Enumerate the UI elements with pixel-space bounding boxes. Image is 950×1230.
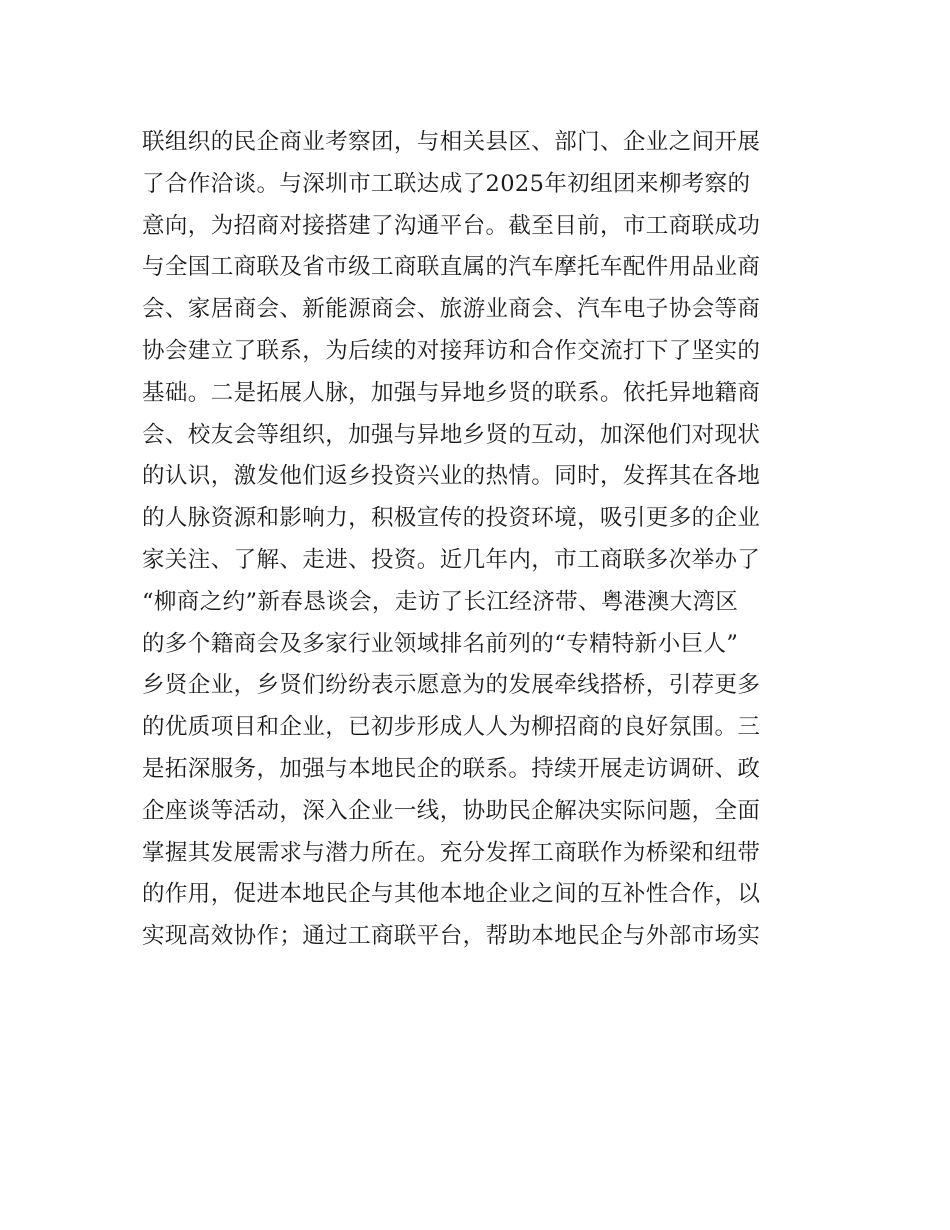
text-line: 的作用，促进本地民企与其他本地企业之间的互补性合作，以	[142, 881, 761, 908]
text-line: 了合作洽谈。与深圳市工联达成了2025年初组团来柳考察的	[142, 170, 751, 197]
text-line: 企座谈等活动，深入企业一线，协助民企解决实际问题，全面	[142, 797, 761, 824]
text-line: 掌握其发展需求与潜力所在。充分发挥工商联作为桥梁和纽带	[142, 839, 761, 866]
text-line: 会、家居商会、新能源商会、旅游业商会、汽车电子协会等商	[142, 296, 761, 323]
text-line: 意向，为招商对接搭建了沟通平台。截至目前，市工商联成功	[142, 212, 761, 239]
body-paragraph	[142, 122, 822, 958]
text-line: 基础。二是拓展人脉，加强与异地乡贤的联系。依托异地籍商	[142, 379, 761, 406]
text-line: 的优质项目和企业，已初步形成人人为柳招商的良好氛围。三	[142, 714, 761, 741]
text-line: “柳商之约”新春恳谈会，走访了长江经济带、粤港澳大湾区	[142, 588, 739, 615]
text-line: 会、校友会等组织，加强与异地乡贤的互动，加深他们对现状	[142, 421, 761, 448]
text-line: 实现高效协作；通过工商联平台，帮助本地民企与外部市场实	[142, 923, 761, 950]
text-line: 与全国工商联及省市级工商联直属的汽车摩托车配件用品业商	[142, 254, 761, 281]
text-line: 的多个籍商会及多家行业领域排名前列的“专精特新小巨人”	[142, 630, 739, 657]
text-line: 联组织的民企商业考察团，与相关县区、部门、企业之间开展	[142, 129, 761, 155]
text-line: 是拓深服务，加强与本地民企的联系。持续开展走访调研、政	[142, 755, 761, 782]
text-line: 的人脉资源和影响力，积极宣传的投资环境，吸引更多的企业	[142, 505, 761, 532]
text-line: 家关注、了解、走进、投资。近几年内，市工商联多次举办了	[142, 546, 761, 573]
text-line: 协会建立了联系，为后续的对接拜访和合作交流打下了坚实的	[142, 337, 761, 364]
text-line: 的认识，激发他们返乡投资兴业的热情。同时，发挥其在各地	[142, 463, 761, 490]
text-line: 乡贤企业，乡贤们纷纷表示愿意为的发展牵线搭桥，引荐更多	[142, 672, 761, 699]
